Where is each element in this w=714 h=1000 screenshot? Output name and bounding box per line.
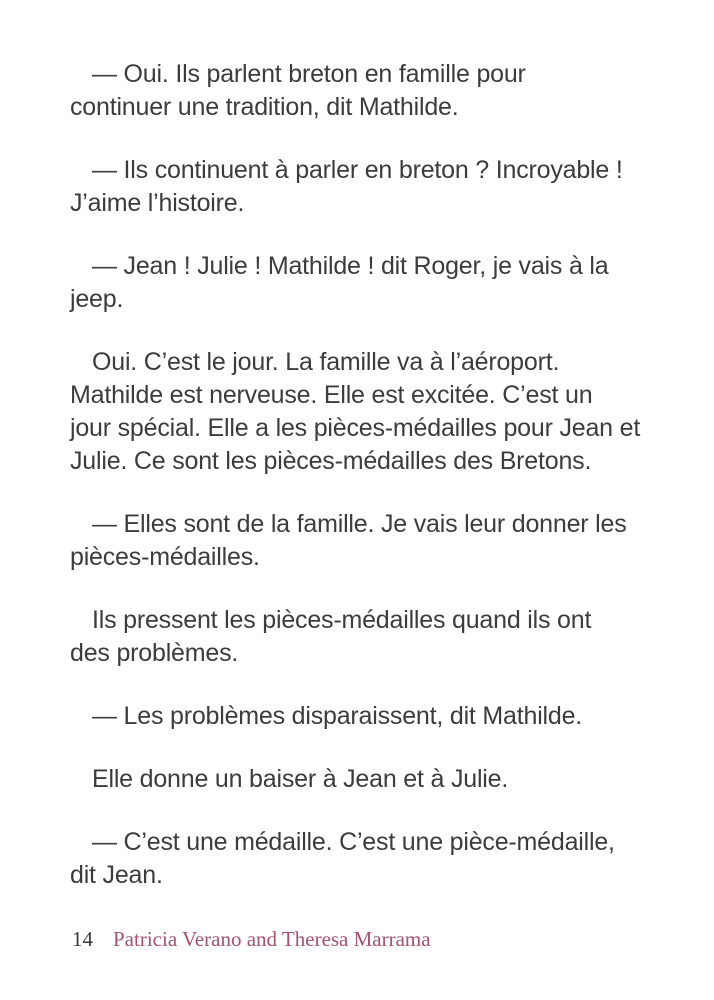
text-line: — Ils continuent à parler en breton ? Incroyable ! [92,156,623,184]
text-line: jour spécial. Elle a les pièces-médailles pour Jean et [70,414,641,442]
paragraph [70,604,640,670]
text-line: dit Jean. [70,861,163,889]
text-line: J’aime l’histoire. [70,189,245,217]
body-text [70,58,640,922]
paragraph [70,154,640,220]
paragraph [70,346,640,478]
paragraph [70,58,640,124]
text-line: Elle donne un baiser à Jean et à Julie. [92,765,509,793]
text-line: Julie. Ce sont les pièces-médailles des Bretons. [70,447,592,475]
paragraph [70,508,640,574]
page-footer [72,927,431,951]
paragraph [70,763,640,796]
text-line: pièces-médailles. [70,543,260,571]
paragraph [70,700,640,733]
paragraph [70,250,640,316]
text-line: jeep. [70,285,124,313]
text-line: — Jean ! Julie ! Mathilde ! dit Roger, je vais à la [92,252,609,280]
text-line: Oui. C’est le jour. La famille va à l’aéroport. [92,348,560,376]
text-line: — Elles sont de la famille. Je vais leur donner les [92,510,627,538]
running-footer-authors: Patricia Verano and Theresa Marrama [113,927,431,951]
text-line: continuer une tradition, dit Mathilde. [70,93,459,121]
paragraph [70,826,640,892]
text-line: des problèmes. [70,639,239,667]
text-line: Ils pressent les pièces-médailles quand ils ont [92,606,592,634]
page-number: 14 [72,927,93,951]
text-line: — Oui. Ils parlent breton en famille pour [92,60,526,88]
text-line: — C’est une médaille. C’est une pièce-médaille, [92,828,615,856]
text-line: — Les problèmes disparaissent, dit Mathilde. [92,702,583,730]
text-line: Mathilde est nerveuse. Elle est excitée. C’est un [70,381,593,409]
